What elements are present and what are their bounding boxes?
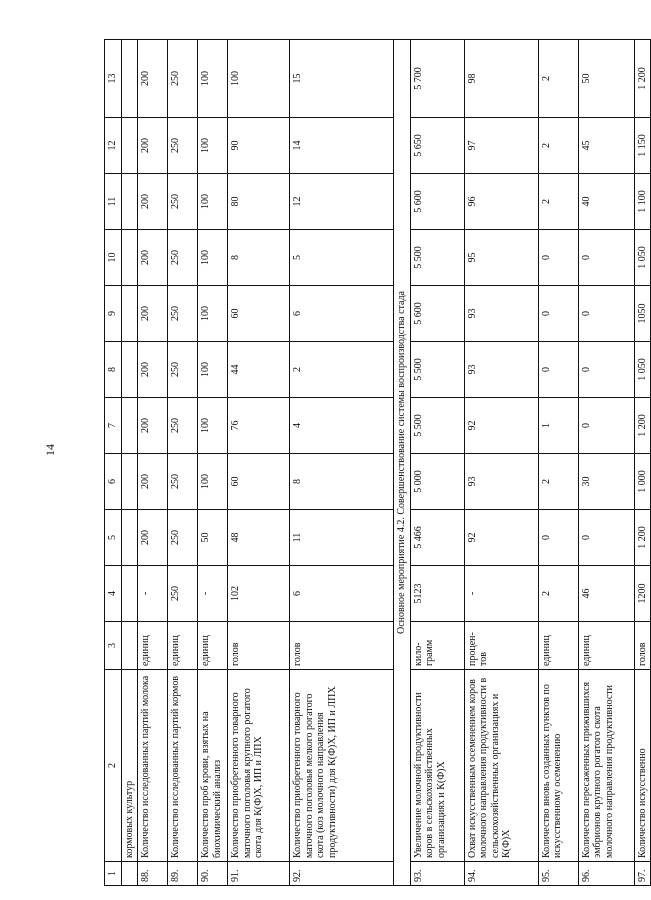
unit-cell: голов bbox=[634, 622, 651, 670]
indicator-name-cell: Количество приобретенного товарного маточного поголовья крупного рогатого скота для К(Ф)Х, ИП и ЛПХ bbox=[228, 670, 290, 862]
value-cell: 0 bbox=[578, 286, 634, 342]
column-header: 5 bbox=[105, 510, 122, 566]
unit-cell: единиц bbox=[168, 622, 198, 670]
value-cell: 96 bbox=[464, 174, 538, 230]
row-number-cell: 91. bbox=[228, 862, 290, 886]
value-cell: 100 bbox=[198, 286, 228, 342]
value-cell: 60 bbox=[228, 286, 290, 342]
value-cell: 0 bbox=[578, 230, 634, 286]
table-row bbox=[538, 40, 578, 886]
unit-cell: единиц bbox=[578, 622, 634, 670]
value-cell: 100 bbox=[198, 342, 228, 398]
value-cell: 2 bbox=[538, 454, 578, 510]
value-cell: 76 bbox=[228, 398, 290, 454]
value-cell: 200 bbox=[138, 174, 168, 230]
unit-cell bbox=[121, 622, 138, 670]
value-cell: 1 200 bbox=[634, 398, 651, 454]
value-cell: 5 000 bbox=[410, 454, 464, 510]
indicator-name-cell: Количество вновь созданных пунктов по искусственному осеменению bbox=[538, 670, 578, 862]
table-row bbox=[410, 40, 464, 886]
value-cell: 15 bbox=[290, 40, 394, 118]
column-header: 4 bbox=[105, 566, 122, 622]
value-cell: 250 bbox=[168, 510, 198, 566]
section-row bbox=[394, 40, 411, 886]
value-cell: 5 600 bbox=[410, 286, 464, 342]
indicator-name-cell: Охват искусственным осеменением коров молочного направления продуктивности в сельскохозяйственных организациях и К(Ф)Х bbox=[464, 670, 538, 862]
value-cell: 6 bbox=[290, 566, 394, 622]
value-cell: 250 bbox=[168, 286, 198, 342]
value-cell: 1 100 bbox=[634, 174, 651, 230]
column-header: 6 bbox=[105, 454, 122, 510]
indicators-table bbox=[104, 39, 651, 886]
unit-cell: единиц bbox=[538, 622, 578, 670]
row-number-cell: 95. bbox=[538, 862, 578, 886]
row-number-cell bbox=[121, 862, 138, 886]
value-cell: - bbox=[464, 566, 538, 622]
value-cell: 45 bbox=[578, 118, 634, 174]
column-header: 11 bbox=[105, 174, 122, 230]
value-cell: 5123 bbox=[410, 566, 464, 622]
value-cell: 100 bbox=[198, 40, 228, 118]
indicator-name-cell: Количество приобретенного товарного маточного поголовья мелкого рогатого скота (коз молочного направления продуктивности) для К(Ф)Х, ИП и ЛПХ bbox=[290, 670, 394, 862]
column-header: 7 bbox=[105, 398, 122, 454]
value-cell bbox=[121, 286, 138, 342]
value-cell: 50 bbox=[578, 40, 634, 118]
value-cell: 200 bbox=[138, 454, 168, 510]
value-cell: 8 bbox=[290, 454, 394, 510]
value-cell: 5 700 bbox=[410, 40, 464, 118]
value-cell: 250 bbox=[168, 40, 198, 118]
value-cell: 100 bbox=[198, 454, 228, 510]
value-cell: 2 bbox=[538, 40, 578, 118]
value-cell: 93 bbox=[464, 454, 538, 510]
value-cell: 98 bbox=[464, 40, 538, 118]
value-cell bbox=[121, 40, 138, 118]
value-cell: - bbox=[138, 566, 168, 622]
column-header: 1 bbox=[105, 862, 122, 886]
value-cell: 100 bbox=[198, 118, 228, 174]
value-cell: 100 bbox=[198, 230, 228, 286]
value-cell: 2 bbox=[538, 566, 578, 622]
value-cell: 5 650 bbox=[410, 118, 464, 174]
value-cell: 0 bbox=[538, 342, 578, 398]
value-cell: 250 bbox=[168, 174, 198, 230]
value-cell: 0 bbox=[538, 286, 578, 342]
row-number-cell: 92. bbox=[290, 862, 394, 886]
value-cell bbox=[121, 510, 138, 566]
row-number-cell: 89. bbox=[168, 862, 198, 886]
value-cell: 5 500 bbox=[410, 398, 464, 454]
value-cell: 11 bbox=[290, 510, 394, 566]
value-cell: 0 bbox=[538, 230, 578, 286]
value-cell bbox=[121, 398, 138, 454]
value-cell: 12 bbox=[290, 174, 394, 230]
value-cell: 200 bbox=[138, 118, 168, 174]
table-row bbox=[198, 40, 228, 886]
value-cell: 0 bbox=[578, 398, 634, 454]
value-cell: 5 bbox=[290, 230, 394, 286]
value-cell: 200 bbox=[138, 398, 168, 454]
unit-cell: единиц bbox=[198, 622, 228, 670]
column-header: 10 bbox=[105, 230, 122, 286]
column-header: 12 bbox=[105, 118, 122, 174]
column-header: 2 bbox=[105, 670, 122, 862]
indicator-name-cell: Количество искусственно bbox=[634, 670, 651, 862]
value-cell: 2 bbox=[538, 118, 578, 174]
value-cell: 90 bbox=[228, 118, 290, 174]
value-cell: 80 bbox=[228, 174, 290, 230]
value-cell: 46 bbox=[578, 566, 634, 622]
value-cell: 100 bbox=[198, 398, 228, 454]
row-number-cell: 93. bbox=[410, 862, 464, 886]
value-cell: 250 bbox=[168, 230, 198, 286]
row-number-cell: 90. bbox=[198, 862, 228, 886]
value-cell: 250 bbox=[168, 342, 198, 398]
table-row bbox=[168, 40, 198, 886]
value-cell: 0 bbox=[578, 342, 634, 398]
value-cell: 30 bbox=[578, 454, 634, 510]
value-cell: 1050 bbox=[634, 286, 651, 342]
value-cell: 1 200 bbox=[634, 510, 651, 566]
row-number-cell: 96. bbox=[578, 862, 634, 886]
value-cell: 100 bbox=[228, 40, 290, 118]
value-cell: 1 bbox=[538, 398, 578, 454]
unit-cell: единиц bbox=[138, 622, 168, 670]
value-cell: 92 bbox=[464, 510, 538, 566]
value-cell: 102 bbox=[228, 566, 290, 622]
value-cell: 6 bbox=[290, 286, 394, 342]
value-cell bbox=[121, 566, 138, 622]
value-cell: 1 050 bbox=[634, 230, 651, 286]
value-cell: - bbox=[198, 566, 228, 622]
table-row bbox=[228, 40, 290, 886]
unit-cell: голов bbox=[228, 622, 290, 670]
table-row bbox=[634, 40, 651, 886]
indicator-name-cell: кормовых культур bbox=[121, 670, 138, 862]
section-title: Основное мероприятие 4.2. Совершенствование системы воспроизводства стада bbox=[394, 40, 411, 886]
column-header: 13 bbox=[105, 40, 122, 118]
value-cell: 92 bbox=[464, 398, 538, 454]
row-number-cell: 94. bbox=[464, 862, 538, 886]
value-cell: 93 bbox=[464, 286, 538, 342]
value-cell: 8 bbox=[228, 230, 290, 286]
indicator-name-cell: Увеличение молочной продуктивности коров в сельскохозяйственных организациях и К(Ф)Х bbox=[410, 670, 464, 862]
value-cell: 200 bbox=[138, 510, 168, 566]
table-row bbox=[290, 40, 394, 886]
value-cell bbox=[121, 118, 138, 174]
value-cell bbox=[121, 454, 138, 510]
table-row bbox=[578, 40, 634, 886]
value-cell: 2 bbox=[290, 342, 394, 398]
table-row bbox=[138, 40, 168, 886]
value-cell: 1 200 bbox=[634, 40, 651, 118]
value-cell: 0 bbox=[538, 510, 578, 566]
value-cell: 1 150 bbox=[634, 118, 651, 174]
value-cell: 44 bbox=[228, 342, 290, 398]
value-cell: 250 bbox=[168, 566, 198, 622]
value-cell: 5 500 bbox=[410, 230, 464, 286]
value-cell: 1 000 bbox=[634, 454, 651, 510]
value-cell bbox=[121, 342, 138, 398]
table-viewport bbox=[104, 40, 648, 886]
value-cell: 100 bbox=[198, 174, 228, 230]
value-cell: 250 bbox=[168, 398, 198, 454]
table-row bbox=[464, 40, 538, 886]
value-cell: 200 bbox=[138, 342, 168, 398]
value-cell: 5 600 bbox=[410, 174, 464, 230]
page-number: 14 bbox=[43, 444, 57, 456]
table-row bbox=[121, 40, 138, 886]
row-number-cell: 97. bbox=[634, 862, 651, 886]
indicator-name-cell: Количество пересаженных прижившихся эмбрионов крупного рогатого скота молочного направления продуктивности bbox=[578, 670, 634, 862]
row-number-cell: 88. bbox=[138, 862, 168, 886]
value-cell: 1200 bbox=[634, 566, 651, 622]
value-cell: 95 bbox=[464, 230, 538, 286]
unit-cell: голов bbox=[290, 622, 394, 670]
value-cell bbox=[121, 174, 138, 230]
value-cell: 14 bbox=[290, 118, 394, 174]
column-header: 9 bbox=[105, 286, 122, 342]
value-cell: 0 bbox=[578, 510, 634, 566]
value-cell: 250 bbox=[168, 118, 198, 174]
value-cell: 4 bbox=[290, 398, 394, 454]
table-header-row bbox=[105, 40, 122, 886]
value-cell: 2 bbox=[538, 174, 578, 230]
value-cell: 93 bbox=[464, 342, 538, 398]
value-cell: 40 bbox=[578, 174, 634, 230]
value-cell: 250 bbox=[168, 454, 198, 510]
unit-cell: кило-грамм bbox=[410, 622, 464, 670]
value-cell: 60 bbox=[228, 454, 290, 510]
value-cell: 48 bbox=[228, 510, 290, 566]
value-cell bbox=[121, 230, 138, 286]
value-cell: 1 050 bbox=[634, 342, 651, 398]
indicator-name-cell: Количество исследованных партий кормов bbox=[168, 670, 198, 862]
column-header: 8 bbox=[105, 342, 122, 398]
column-header: 3 bbox=[105, 622, 122, 670]
value-cell: 50 bbox=[198, 510, 228, 566]
value-cell: 5 466 bbox=[410, 510, 464, 566]
value-cell: 200 bbox=[138, 40, 168, 118]
unit-cell: процен-тов bbox=[464, 622, 538, 670]
value-cell: 200 bbox=[138, 286, 168, 342]
value-cell: 5 500 bbox=[410, 342, 464, 398]
indicator-name-cell: Количество исследованных партий молока bbox=[138, 670, 168, 862]
value-cell: 97 bbox=[464, 118, 538, 174]
value-cell: 200 bbox=[138, 230, 168, 286]
indicator-name-cell: Количество проб крови, взятых на биохимический анализ bbox=[198, 670, 228, 862]
